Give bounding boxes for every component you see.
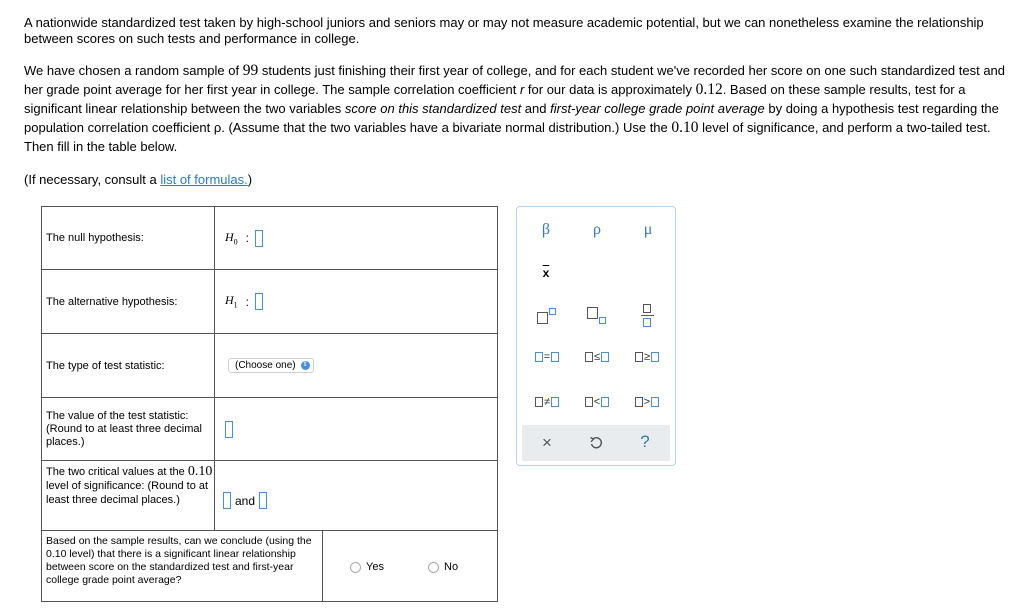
crit-text-a: The two critical values at the (46, 466, 188, 478)
greater-equal-button[interactable] (629, 347, 665, 367)
formulas-note (24, 170, 252, 189)
gt-left-icon (635, 397, 643, 407)
beta-button[interactable]: β (541, 221, 551, 238)
intro-paragraph-1: A nationwide standardized test taken by high-school juniors and seniors may or may not measure academic potential, but we can nonetheless examine the relationship between scores on such tests and performance in college. (24, 15, 984, 46)
h0-colon: : (245, 231, 250, 245)
less-equal-button[interactable] (579, 347, 615, 367)
crit-text-b: level of significance: (Round to at least three decimal places.) (46, 480, 209, 506)
p2-text-b: students just finishing their first year of college, and for each student we've recorded her score on one such standardized test and her grade point average for her first year in college. The sample correlation coefficient (24, 63, 1006, 97)
no-label: No (444, 561, 459, 573)
test-value-row (42, 398, 497, 461)
greater-than-button[interactable] (629, 392, 665, 412)
p3-text-b: ) (247, 172, 253, 187)
eq-left-icon (535, 352, 543, 362)
superscript-button[interactable] (533, 302, 559, 328)
intro-paragraph-2 (24, 61, 1009, 156)
le-left-icon (585, 352, 593, 362)
equals-button[interactable] (529, 347, 565, 367)
lt-left-icon (585, 397, 593, 407)
lt-right-icon (601, 397, 609, 407)
ge-left-icon (635, 352, 643, 362)
r-value: 0.12 (695, 81, 723, 98)
critical-values-row (42, 461, 497, 531)
rho-button[interactable]: ρ (593, 221, 601, 238)
not-equal-button[interactable] (529, 392, 565, 412)
p2-text-d: . Based on these sample results, test for a significant linear relationship between the two variables (24, 82, 966, 116)
variable-1: score on this standardized test (344, 101, 522, 116)
fraction-den-icon (643, 318, 651, 327)
lt-symbol: < (593, 396, 601, 408)
palette-actions (522, 425, 670, 461)
alt-hypothesis-cell (215, 270, 497, 333)
test-value-input[interactable] (225, 421, 233, 438)
crit-alpha: 0.10 (187, 464, 213, 479)
test-value-cell (215, 398, 497, 460)
ge-right-icon (651, 352, 659, 362)
fraction-bar-icon (641, 315, 654, 316)
test-type-select[interactable] (228, 358, 314, 373)
p3-text-a: (If necessary, consult a (24, 172, 161, 187)
ne-right-icon (551, 397, 559, 407)
xbar-label: $\overline{x}$ (542, 266, 550, 280)
yes-radio[interactable] (350, 562, 361, 573)
h0-letter: H (225, 229, 234, 244)
superscript-base-icon (537, 312, 548, 324)
p2-text-g: level of significance, and perform a two-tailed test. Then fill in the table below. (24, 120, 991, 154)
subscript-idx-icon (599, 317, 606, 324)
select-arrows-icon: ⇕ (302, 362, 308, 368)
alt-hypothesis-row (42, 270, 497, 334)
null-hypothesis-label: The null hypothesis: (42, 207, 215, 269)
answer-table (41, 206, 498, 602)
null-hypothesis-input[interactable] (255, 230, 263, 247)
conclusion-label: Based on the sample results, can we conclude (using the 0.10 level) that there is a significant linear relationship between score on the standardized test and first-year college grade point average? (42, 531, 323, 601)
and-text: and (235, 493, 256, 508)
variable-2: first-year college grade point average (550, 101, 765, 116)
alt-hypothesis-label: The alternative hypothesis: (42, 270, 215, 333)
p2-text-f: by doing a hypothesis test regarding the population correlation coefficient ρ. (Assume that the two variables have a bivariate normal distribution.) Use the (24, 101, 999, 135)
mu-button[interactable]: μ (643, 221, 653, 238)
h0-symbol (225, 230, 238, 246)
test-type-row (42, 334, 497, 398)
help-button[interactable]: ? (640, 432, 650, 451)
h0-subscript: 0 (233, 237, 238, 247)
no-option[interactable] (428, 561, 458, 573)
sample-size: 99 (242, 62, 259, 79)
gt-symbol: > (643, 396, 651, 408)
ne-symbol: ≠ (543, 396, 551, 408)
xbar-button[interactable] (534, 262, 558, 284)
p2-text-c: for our data is approximately (524, 82, 696, 97)
ne-left-icon (535, 397, 543, 407)
eq-symbol: = (543, 351, 551, 363)
critical-values-label (42, 461, 215, 530)
subscript-button[interactable] (583, 302, 609, 328)
p2-text-e: and (521, 101, 551, 116)
fraction-button[interactable] (634, 299, 660, 331)
test-value-label: The value of the test statistic: (Round to at least three decimal places.) (42, 398, 215, 460)
null-hypothesis-row (42, 207, 497, 270)
superscript-exp-icon (549, 308, 556, 315)
h1-symbol (225, 293, 238, 309)
critical-values-cell (215, 461, 497, 530)
null-hypothesis-cell (215, 207, 497, 269)
test-type-cell (215, 334, 497, 397)
critical-value-1-input[interactable] (223, 492, 231, 509)
alpha-value: 0.10 (671, 119, 699, 136)
alt-hypothesis-input[interactable] (255, 293, 263, 310)
undo-icon (589, 436, 603, 450)
r-symbol: r (519, 82, 525, 97)
fraction-num-icon (643, 304, 651, 313)
critical-value-2-input[interactable] (259, 492, 267, 509)
undo-button[interactable] (583, 431, 609, 455)
conclusion-row (42, 531, 497, 601)
le-symbol: ≤ (593, 351, 601, 363)
math-palette (516, 206, 676, 466)
le-right-icon (601, 352, 609, 362)
gt-right-icon (651, 397, 659, 407)
eq-right-icon (551, 352, 559, 362)
p2-text-a: We have chosen a random sample of (24, 63, 243, 78)
formulas-link[interactable]: list of formulas. (160, 172, 248, 187)
h1-colon: : (245, 294, 250, 309)
test-type-label: The type of test statistic: (42, 334, 215, 397)
no-radio[interactable] (428, 562, 439, 573)
h1-subscript: 1 (233, 300, 238, 310)
yes-option[interactable] (350, 561, 384, 573)
clear-button[interactable]: × (542, 433, 552, 452)
test-type-select-value: (Choose one) (235, 360, 296, 371)
less-than-button[interactable] (579, 392, 615, 412)
subscript-base-icon (587, 307, 598, 319)
h1-letter: H (225, 293, 234, 308)
yes-label: Yes (366, 561, 384, 573)
ge-symbol: ≥ (643, 351, 651, 363)
